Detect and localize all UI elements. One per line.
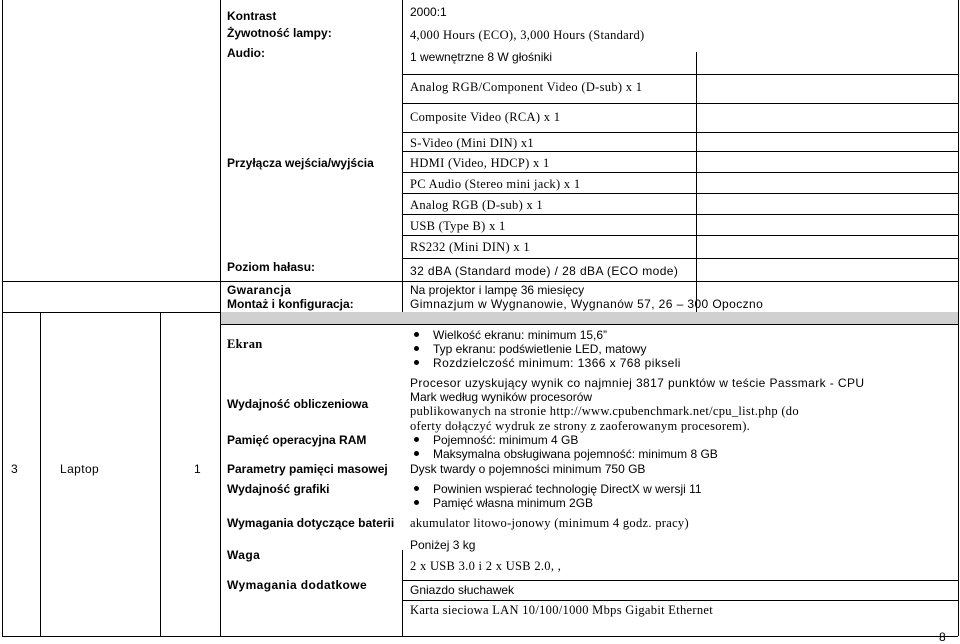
performance-line: Procesor uzyskujący wynik co najmniej 3817 punktów w teście Passmark - CPU — [410, 376, 865, 390]
ram-label: Pamięć operacyjna RAM — [227, 433, 367, 447]
weight-value: Poniżej 3 kg — [410, 538, 476, 552]
weight-label: Waga — [227, 548, 261, 562]
port-item: USB (Type B) x 1 — [410, 219, 506, 233]
port-item: Composite Video (RCA) x 1 — [410, 110, 561, 124]
port-item: HDMI (Video, HDCP) x 1 — [410, 156, 550, 170]
item-quantity: 1 — [194, 462, 201, 476]
contrast-value: 2000:1 — [410, 5, 447, 19]
port-item: PC Audio (Stereo mini jack) x 1 — [410, 177, 581, 191]
lamp-life-value: 4,000 Hours (ECO), 3,000 Hours (Standard) — [410, 28, 645, 42]
item-name: Laptop — [60, 462, 100, 476]
bullet-icon — [414, 451, 419, 456]
port-item: RS232 (Mini DIN) x 1 — [410, 240, 530, 254]
screen-spec-item: Wielkość ekranu: minimum 15,6” — [414, 328, 607, 342]
lamp-life-label: Żywotność lampy: — [227, 26, 332, 40]
graphics-label: Wydajność grafiki — [227, 482, 330, 496]
ports-label: Przyłącza wejścia/wyjścia — [227, 156, 374, 170]
noise-value: 32 dBA (Standard mode) / 28 dBA (ECO mode) — [410, 264, 679, 278]
contrast-label: Kontrast — [227, 9, 277, 23]
bullet-icon — [414, 486, 419, 491]
noise-label: Poziom hałasu: — [227, 260, 316, 274]
bullet-icon — [414, 332, 419, 337]
install-value: Gimnazjum w Wygnanowie, Wygnanów 57, 26 – 300 Opoczno — [410, 297, 764, 311]
warranty-value: Na projektor i lampę 36 miesięcy — [410, 283, 585, 297]
performance-line: Mark według wyników procesorów — [410, 390, 593, 404]
bullet-icon — [414, 437, 419, 442]
bullet-icon — [414, 500, 419, 505]
install-label: Montaż i konfiguracja: — [227, 297, 354, 311]
ram-spec-item: Maksymalna obsługiwana pojemność: minimum 8 GB — [414, 447, 718, 461]
audio-value: 1 wewnętrzne 8 W głośniki — [410, 50, 553, 64]
extra-line: 2 x USB 3.0 i 2 x USB 2.0, , — [410, 559, 562, 573]
battery-value: akumulator litowo-jonowy (minimum 4 godz. pracy) — [410, 516, 689, 530]
audio-label: Audio: — [227, 46, 265, 60]
graphics-spec-item: Pamięć własna minimum 2GB — [414, 496, 593, 510]
bullet-icon — [414, 360, 419, 365]
storage-value: Dysk twardy o pojemności minimum 750 GB — [410, 462, 646, 476]
warranty-label: Gwarancja — [227, 283, 292, 297]
extra-line: Gniazdo słuchawek — [410, 583, 515, 597]
performance-label: Wydajność obliczeniowa — [227, 397, 369, 411]
extra-label: Wymagania dodatkowe — [227, 578, 368, 592]
performance-line: publikowanych na stronie http://www.cpubenchmark.net/cpu_list.php (do — [410, 404, 799, 418]
item-number: 3 — [11, 462, 18, 476]
performance-line: oferty dołączyć wydruk ze strony z zaoferowanym procesorem). — [410, 419, 751, 433]
battery-label: Wymagania dotyczące baterii — [227, 516, 395, 530]
port-item: Analog RGB/Component Video (D-sub) x 1 — [410, 80, 643, 94]
extra-line: Karta sieciowa LAN 10/100/1000 Mbps Gigabit Ethernet — [410, 603, 714, 617]
screen-spec-item: Rozdzielczość minimum: 1366 x 768 pikseli — [414, 356, 681, 370]
bullet-icon — [414, 346, 419, 351]
screen-label: Ekran — [227, 337, 263, 351]
ram-spec-item: Pojemność: minimum 4 GB — [414, 433, 578, 447]
screen-spec-item: Typ ekranu: podświetlenie LED, matowy — [414, 342, 646, 356]
page-number: 8 — [939, 630, 946, 644]
storage-label: Parametry pamięci masowej — [227, 462, 388, 476]
graphics-spec-item: Powinien wspierać technologię DirectX w wersji 11 — [414, 482, 702, 496]
port-item: S-Video (Mini DIN) x1 — [410, 136, 534, 150]
port-item: Analog RGB (D-sub) x 1 — [410, 198, 543, 212]
